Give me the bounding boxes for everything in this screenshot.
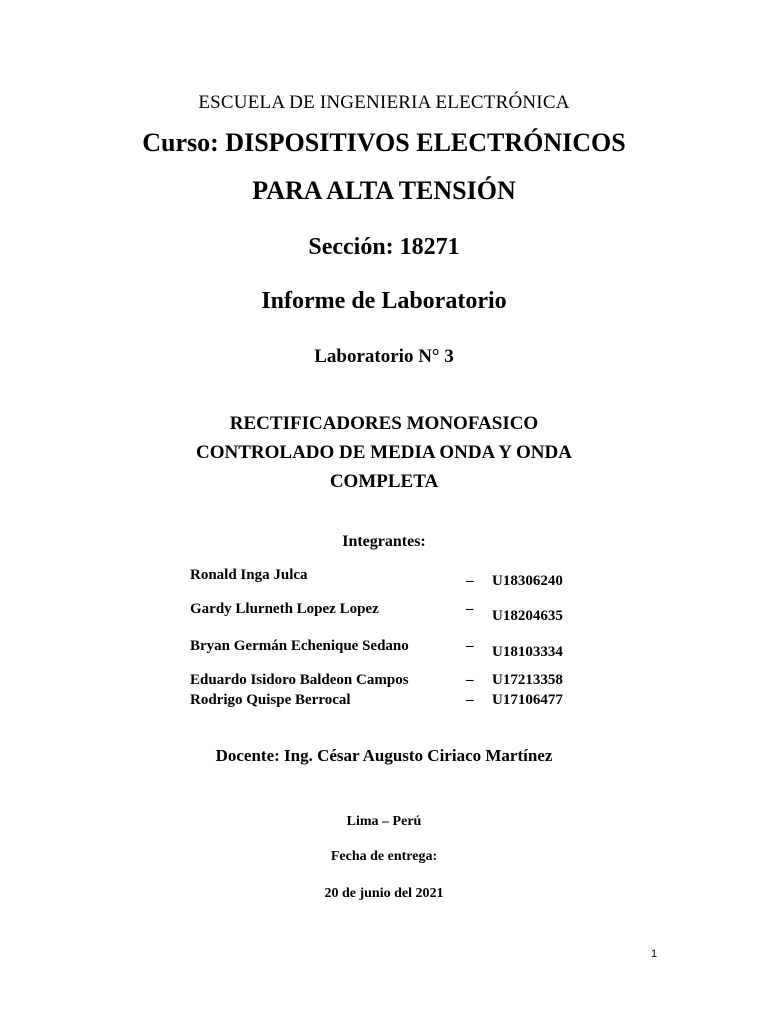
- member-name: Rodrigo Quispe Berrocal: [190, 692, 351, 708]
- member-dash: –: [466, 672, 474, 688]
- member-name: Eduardo Isidoro Baldeon Campos: [190, 672, 409, 688]
- topic-title-line: RECTIFICADORES MONOFASICO: [229, 413, 539, 434]
- member-dash: –: [466, 638, 474, 654]
- member-dash: –: [466, 692, 474, 708]
- page-number: 1: [650, 948, 658, 960]
- member-code: U18103334: [492, 644, 563, 660]
- school-name: ESCUELA DE INGENIERIA ELECTRÓNICA: [198, 92, 570, 113]
- member-name: Bryan Germán Echenique Sedano: [190, 638, 409, 654]
- member-code: U17213358: [492, 672, 563, 688]
- topic-title: [0, 409, 768, 496]
- members-label: Integrantes:: [342, 533, 426, 550]
- delivery-date: 20 de junio del 2021: [324, 886, 444, 901]
- course-title-line-1: Curso: DISPOSITIVOS ELECTRÓNICOS: [142, 128, 626, 157]
- topic-title-line: COMPLETA: [329, 471, 439, 492]
- member-dash: –: [466, 601, 474, 617]
- member-name: Ronald Inga Julca: [190, 567, 308, 583]
- member-dash: –: [466, 573, 474, 589]
- member-name: Gardy Llurneth Lopez Lopez: [190, 601, 379, 617]
- report-title: Informe de Laboratorio: [261, 288, 507, 314]
- lab-number: Laboratorio N° 3: [314, 346, 454, 367]
- teacher-name: Docente: Ing. César Augusto Ciriaco Martínez: [215, 746, 553, 765]
- topic-title-line: CONTROLADO DE MEDIA ONDA Y ONDA: [196, 442, 572, 463]
- delivery-date-label: Fecha de entrega:: [330, 849, 438, 864]
- member-code: U18204635: [492, 608, 563, 624]
- course-title-line-2: PARA ALTA TENSIÓN: [252, 176, 516, 205]
- place: Lima – Perú: [346, 814, 422, 829]
- member-code: U18306240: [492, 573, 563, 589]
- section-number: Sección: 18271: [308, 234, 460, 260]
- member-code: U17106477: [492, 692, 563, 708]
